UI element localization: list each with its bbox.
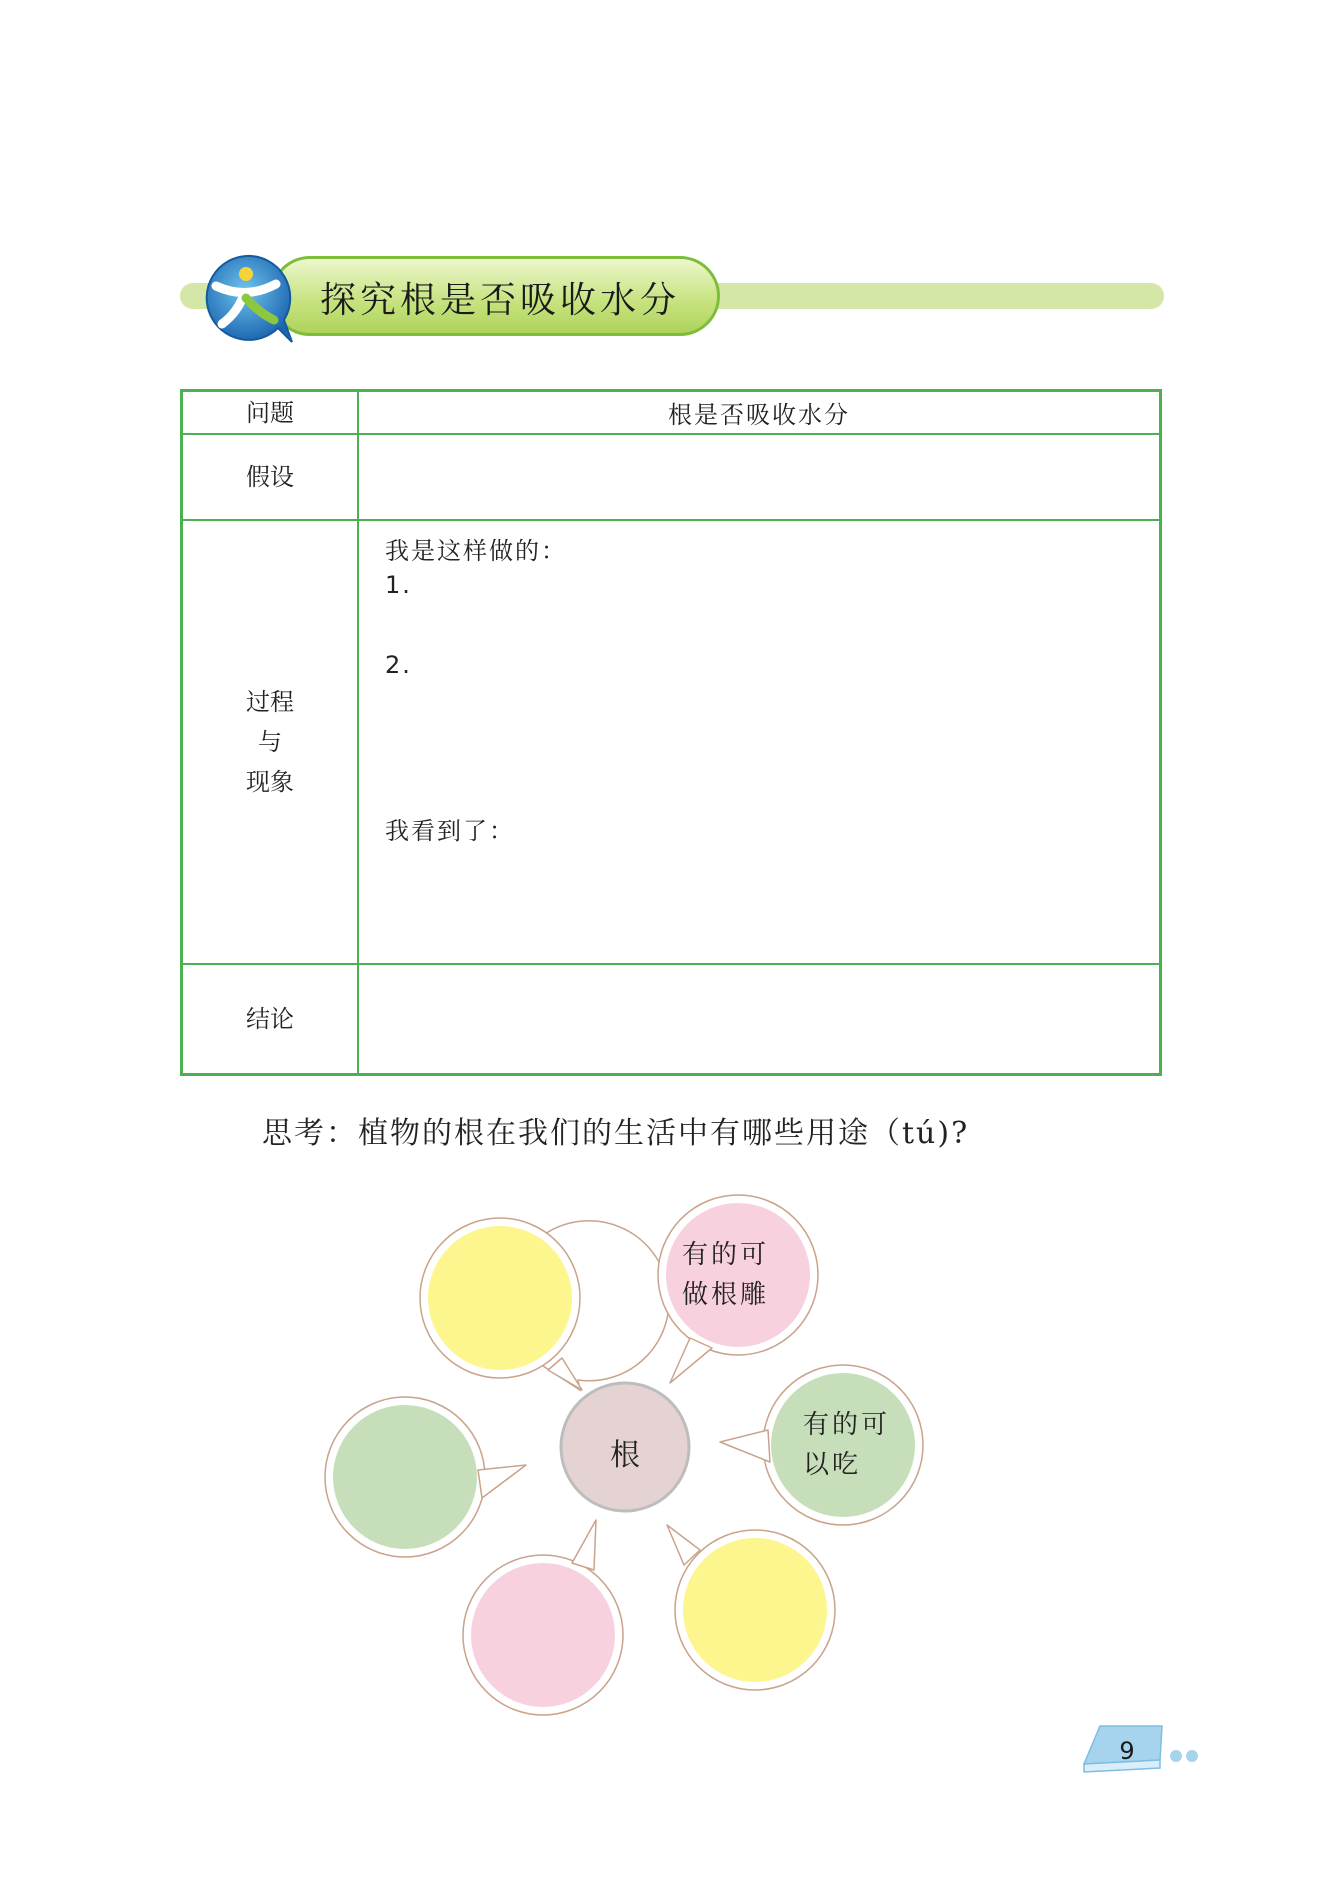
page-number: 9 [1119, 1737, 1135, 1765]
label-line: 过程 [246, 688, 294, 716]
conclusion-answer-area[interactable] [359, 965, 1159, 1073]
table-row-process [183, 521, 1159, 965]
page-number-book-icon [1078, 1722, 1202, 1778]
row-value: 根是否吸收水分 [668, 401, 850, 429]
row-label-multiline [183, 521, 359, 963]
step-number: 1. [385, 571, 412, 599]
bubble-text-line: 有的可 [682, 1240, 770, 1270]
bubble-text-line: 做根雕 [682, 1280, 770, 1310]
bubble-fill [333, 1405, 477, 1549]
inquiry-table [180, 389, 1162, 1076]
bubble-fill [471, 1563, 615, 1707]
mindmap-graphic [0, 1180, 1332, 1740]
center-label: 根 [610, 1438, 640, 1473]
thought-bubble-top-left [420, 1218, 669, 1390]
bubble-text-line: 有的可 [803, 1410, 891, 1440]
bubble-text-right [803, 1405, 890, 1485]
thought-bubble-bottom-right [667, 1525, 835, 1690]
observation-prompt: 我看到了： [385, 817, 515, 845]
bubble-fill [428, 1226, 572, 1370]
label-line: 与 [258, 728, 282, 756]
thought-bubble-bottom-left [463, 1520, 623, 1715]
think-question: 思考：植物的根在我们的生活中有哪些用途（tú)? [262, 1116, 970, 1151]
row-label: 结论 [183, 965, 359, 1073]
table-row-conclusion [183, 965, 1159, 1073]
inquiry-person-icon [198, 250, 294, 346]
table-row-question [183, 392, 1159, 435]
table-row-hypothesis [183, 435, 1159, 521]
process-prompt: 我是这样做的： [385, 537, 567, 565]
root-uses-mindmap [0, 1180, 1332, 1740]
thought-bubble-left [325, 1397, 526, 1557]
bubble-fill [683, 1538, 827, 1682]
bubble-text-line: 以吃 [803, 1450, 862, 1480]
hypothesis-answer-area[interactable] [359, 435, 1159, 519]
bubble-text-top-right [682, 1235, 769, 1315]
section-title: 探究根是否吸收水分 [320, 280, 681, 321]
row-label: 假设 [183, 435, 359, 519]
label-line: 现象 [246, 768, 294, 796]
step-number: 2. [385, 651, 412, 679]
row-label: 问题 [183, 392, 359, 433]
